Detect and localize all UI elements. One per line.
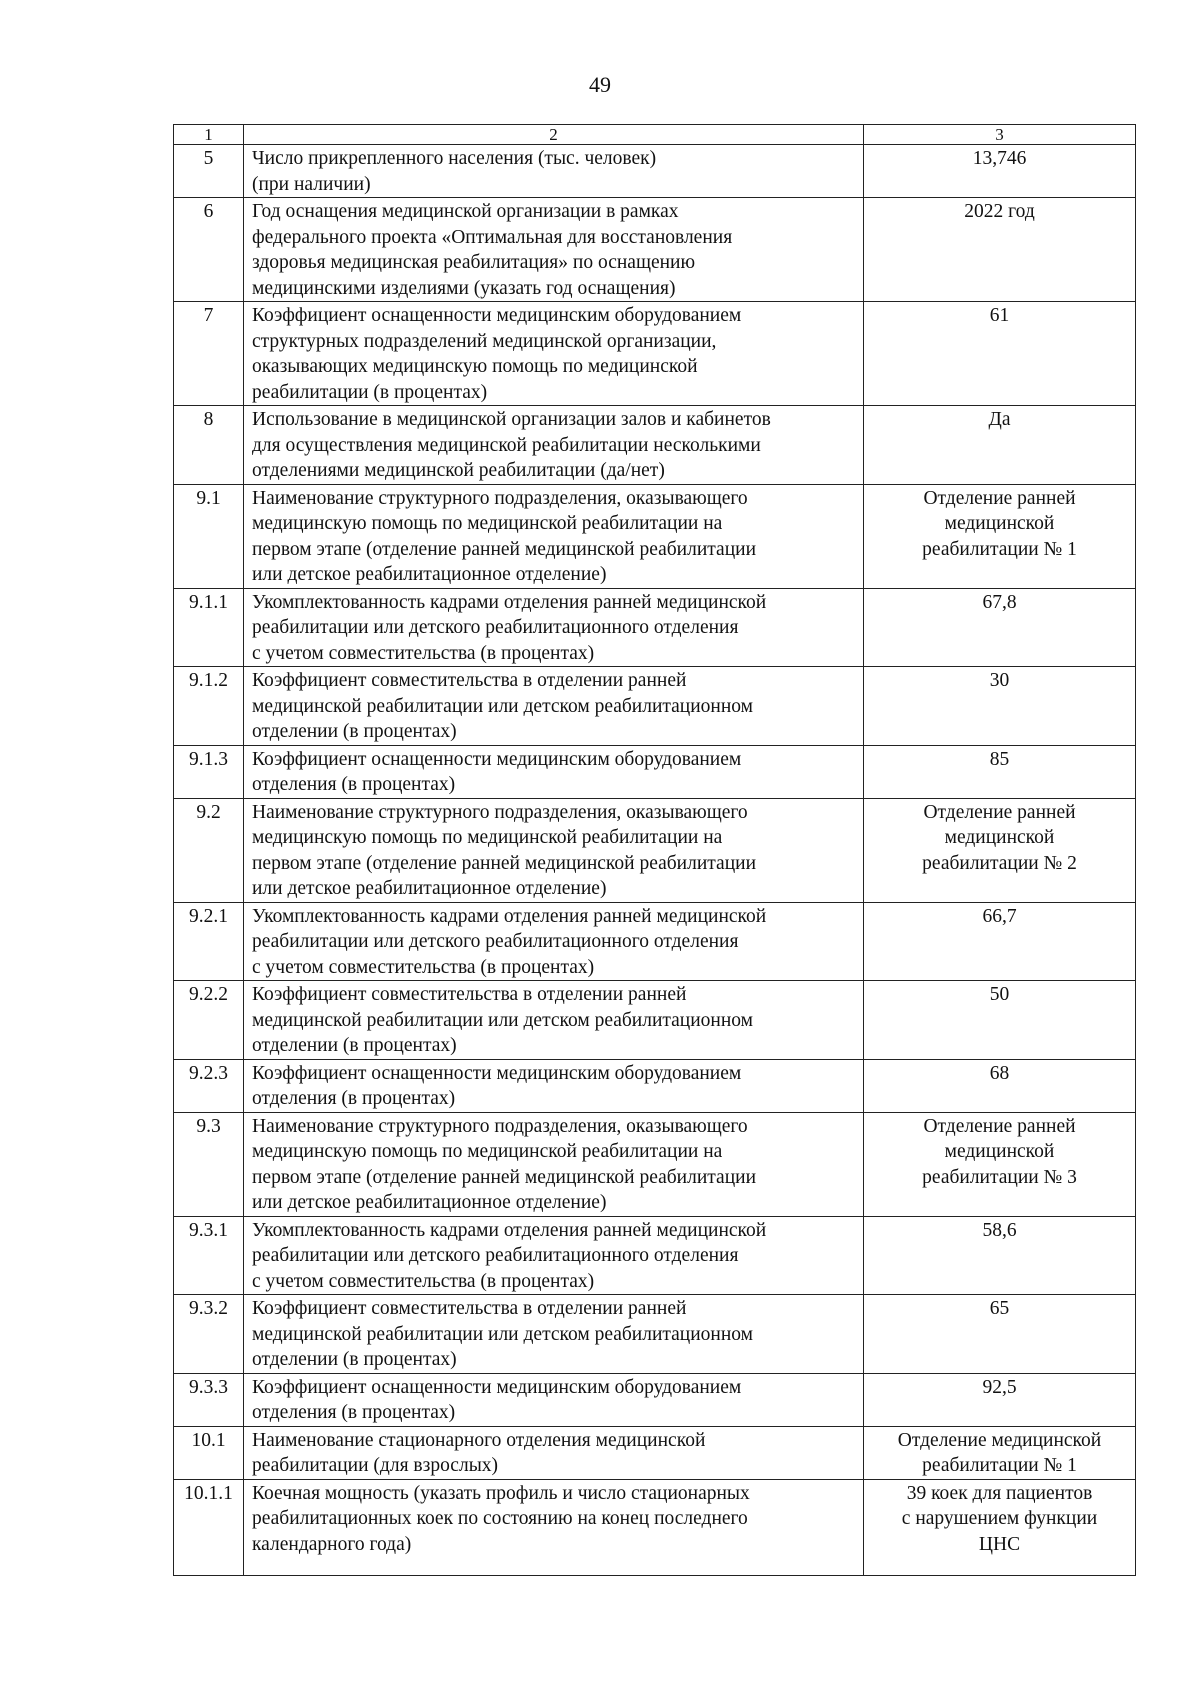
row-value xyxy=(864,406,1136,485)
row-number: 9.2.2 xyxy=(174,981,244,1060)
description-line: реабилитации или детского реабилитационного отделения xyxy=(252,931,739,952)
row-description xyxy=(244,798,864,902)
row-value xyxy=(864,798,1136,902)
row-description xyxy=(244,1216,864,1295)
value-line: 2022 год xyxy=(964,201,1035,222)
table-row xyxy=(174,406,1136,485)
row-description xyxy=(244,1373,864,1426)
description-line: календарного года) xyxy=(252,1533,412,1555)
row-description xyxy=(244,1059,864,1112)
table-row xyxy=(174,588,1136,667)
description-line: Коэффициент оснащенности медицинским оборудованием xyxy=(252,1376,742,1398)
description-line: с учетом совместительства (в процентах) xyxy=(252,1270,595,1292)
description-line: отделении (в процентах) xyxy=(252,721,457,742)
value-line: 68 xyxy=(989,1062,1010,1084)
description-line: Год оснащения медицинской организации в рамках xyxy=(252,201,679,222)
description-line: отделения (в процентах) xyxy=(252,1088,456,1109)
value-line: медицинской xyxy=(944,827,1055,848)
row-description xyxy=(244,484,864,588)
row-value xyxy=(864,1426,1136,1479)
row-number: 9.3.1 xyxy=(174,1216,244,1295)
description-line: медицинскую помощь по медицинской реабилитации на xyxy=(252,1141,723,1162)
value-line: с нарушением функции xyxy=(901,1508,1098,1529)
table-row xyxy=(174,145,1136,198)
description-line: или детское реабилитационное отделение) xyxy=(252,1192,607,1213)
description-line: или детское реабилитационное отделение) xyxy=(252,878,607,899)
value-line: 85 xyxy=(989,748,1010,770)
description-line: Коэффициент совместительства в отделении ранней xyxy=(252,670,687,691)
row-description xyxy=(244,145,864,198)
description-line: медицинской реабилитации или детском реабилитационном xyxy=(252,1009,754,1031)
table-row xyxy=(174,981,1136,1060)
row-value xyxy=(864,745,1136,798)
table-row xyxy=(174,1112,1136,1216)
row-number: 8 xyxy=(174,406,244,485)
row-number: 9.3.3 xyxy=(174,1373,244,1426)
description-line: отделениями медицинской реабилитации (да/нет) xyxy=(252,460,665,481)
row-value xyxy=(864,902,1136,981)
description-line: реабилитации или детского реабилитационного отделения xyxy=(252,617,739,638)
row-value xyxy=(864,198,1136,302)
description-line: Коэффициент совместительства в отделении ранней xyxy=(252,984,687,1005)
row-number: 10.1 xyxy=(174,1426,244,1479)
description-line: Укомплектованность кадрами отделения ранней медицинской xyxy=(252,591,767,613)
value-line: Отделение ранней xyxy=(923,487,1076,509)
value-line: 92,5 xyxy=(982,1376,1017,1398)
row-number: 10.1.1 xyxy=(174,1479,244,1575)
table-row xyxy=(174,902,1136,981)
description-line: Наименование структурного подразделения, оказывающего xyxy=(252,1115,748,1137)
description-line: Число прикрепленного населения (тыс. человек) xyxy=(252,148,657,169)
description-line: (при наличии) xyxy=(252,173,371,195)
description-line: отделении (в процентах) xyxy=(252,1035,457,1056)
row-value xyxy=(864,1216,1136,1295)
table-row xyxy=(174,745,1136,798)
description-line: первом этапе (отделение ранней медицинской реабилитации xyxy=(252,852,757,874)
description-line: медицинской реабилитации или детском реабилитационном xyxy=(252,1323,754,1345)
description-line: Коэффициент совместительства в отделении ранней xyxy=(252,1298,687,1319)
description-line: структурных подразделений медицинской организации, xyxy=(252,330,717,352)
description-line: с учетом совместительства (в процентах) xyxy=(252,642,595,664)
table-row xyxy=(174,198,1136,302)
value-line: реабилитации № 1 xyxy=(922,538,1077,560)
value-line: Отделение ранней xyxy=(923,1115,1076,1137)
description-line: реабилитации (в процентах) xyxy=(252,381,488,403)
row-number: 9.1.1 xyxy=(174,588,244,667)
table-row xyxy=(174,484,1136,588)
row-number: 6 xyxy=(174,198,244,302)
table-row xyxy=(174,1373,1136,1426)
table-row xyxy=(174,1479,1136,1575)
row-description xyxy=(244,981,864,1060)
description-line: Наименование стационарного отделения медицинской xyxy=(252,1429,706,1451)
row-description xyxy=(244,902,864,981)
row-number: 9.1.3 xyxy=(174,745,244,798)
value-line: 58,6 xyxy=(982,1219,1017,1241)
table-row xyxy=(174,1059,1136,1112)
value-line: 39 коек для пациентов xyxy=(906,1482,1093,1504)
value-line: 67,8 xyxy=(982,591,1017,613)
column-header-1: 1 xyxy=(174,125,244,145)
value-line: ЦНС xyxy=(978,1533,1021,1555)
row-description xyxy=(244,302,864,406)
row-number: 9.2.3 xyxy=(174,1059,244,1112)
description-line: медицинскую помощь по медицинской реабилитации на xyxy=(252,827,723,848)
description-line: реабилитационных коек по состоянию на конец последнего xyxy=(252,1508,748,1529)
value-line: реабилитации № 1 xyxy=(922,1455,1077,1476)
value-line: 30 xyxy=(989,670,1010,691)
row-value xyxy=(864,667,1136,746)
table-row xyxy=(174,1426,1136,1479)
description-line: здоровья медицинская реабилитация» по оснащению xyxy=(252,252,696,273)
row-value xyxy=(864,1295,1136,1374)
row-number: 9.3 xyxy=(174,1112,244,1216)
value-line: 61 xyxy=(989,305,1010,326)
row-number: 9.1.2 xyxy=(174,667,244,746)
row-description xyxy=(244,1479,864,1575)
description-line: федерального проекта «Оптимальная для восстановления xyxy=(252,226,733,248)
row-value xyxy=(864,1479,1136,1575)
row-number: 9.1 xyxy=(174,484,244,588)
row-value xyxy=(864,1059,1136,1112)
row-number: 9.3.2 xyxy=(174,1295,244,1374)
value-line: Отделение медицинской xyxy=(897,1429,1102,1451)
description-line: для осуществления медицинской реабилитации несколькими xyxy=(252,434,761,456)
description-line: Использование в медицинской организации залов и кабинетов xyxy=(252,409,771,430)
description-line: медицинской реабилитации или детском реабилитационном xyxy=(252,695,754,717)
table-row xyxy=(174,1216,1136,1295)
table-row xyxy=(174,1295,1136,1374)
table-body xyxy=(174,125,1136,1576)
row-description xyxy=(244,745,864,798)
column-header-3: 3 xyxy=(864,125,1136,145)
row-description xyxy=(244,588,864,667)
value-line: 13,746 xyxy=(972,148,1027,169)
description-line: Укомплектованность кадрами отделения ранней медицинской xyxy=(252,905,767,927)
table-row xyxy=(174,798,1136,902)
description-line: реабилитации или детского реабилитационного отделения xyxy=(252,1245,739,1266)
row-description xyxy=(244,1426,864,1479)
row-value xyxy=(864,1112,1136,1216)
description-line: Коечная мощность (указать профиль и число стационарных xyxy=(252,1482,750,1504)
value-line: 50 xyxy=(989,984,1010,1005)
description-line: оказывающих медицинскую помощь по медицинской xyxy=(252,356,698,377)
description-line: первом этапе (отделение ранней медицинской реабилитации xyxy=(252,538,757,560)
row-value xyxy=(864,1373,1136,1426)
value-line: 66,7 xyxy=(982,905,1017,927)
description-line: первом этапе (отделение ранней медицинской реабилитации xyxy=(252,1166,757,1188)
page-number: 49 xyxy=(589,72,611,97)
description-line: отделении (в процентах) xyxy=(252,1349,457,1370)
table-header-row xyxy=(174,125,1136,145)
description-line: или детское реабилитационное отделение) xyxy=(252,564,607,585)
row-description xyxy=(244,667,864,746)
description-line: Наименование структурного подразделения, оказывающего xyxy=(252,801,748,823)
description-line: Коэффициент оснащенности медицинским оборудованием xyxy=(252,1062,742,1084)
description-line: с учетом совместительства (в процентах) xyxy=(252,956,595,978)
description-line: Коэффициент оснащенности медицинским оборудованием xyxy=(252,748,742,770)
value-line: медицинской xyxy=(944,513,1055,534)
row-value xyxy=(864,588,1136,667)
value-line: 65 xyxy=(989,1298,1010,1319)
description-line: медицинскими изделиями (указать год оснащения) xyxy=(252,277,676,299)
row-number: 9.2 xyxy=(174,798,244,902)
description-line: Коэффициент оснащенности медицинским оборудованием xyxy=(252,305,742,326)
indicators-table xyxy=(173,124,1136,1576)
description-line: отделения (в процентах) xyxy=(252,774,456,795)
row-description xyxy=(244,198,864,302)
row-value xyxy=(864,302,1136,406)
value-line: реабилитации № 3 xyxy=(922,1166,1077,1188)
value-line: реабилитации № 2 xyxy=(922,852,1077,874)
row-description xyxy=(244,406,864,485)
row-number: 9.2.1 xyxy=(174,902,244,981)
value-line: Да xyxy=(988,409,1011,430)
row-description xyxy=(244,1112,864,1216)
row-value xyxy=(864,981,1136,1060)
description-line: реабилитации (для взрослых) xyxy=(252,1455,499,1476)
row-number: 7 xyxy=(174,302,244,406)
row-value xyxy=(864,484,1136,588)
row-value xyxy=(864,145,1136,198)
table-row xyxy=(174,667,1136,746)
row-description xyxy=(244,1295,864,1374)
description-line: Укомплектованность кадрами отделения ранней медицинской xyxy=(252,1219,767,1241)
description-line: отделения (в процентах) xyxy=(252,1402,456,1423)
table-row xyxy=(174,302,1136,406)
row-number: 5 xyxy=(174,145,244,198)
description-line: Наименование структурного подразделения, оказывающего xyxy=(252,487,748,509)
value-line: медицинской xyxy=(944,1141,1055,1162)
value-line: Отделение ранней xyxy=(923,801,1076,823)
column-header-2: 2 xyxy=(244,125,864,145)
description-line: медицинскую помощь по медицинской реабилитации на xyxy=(252,513,723,534)
